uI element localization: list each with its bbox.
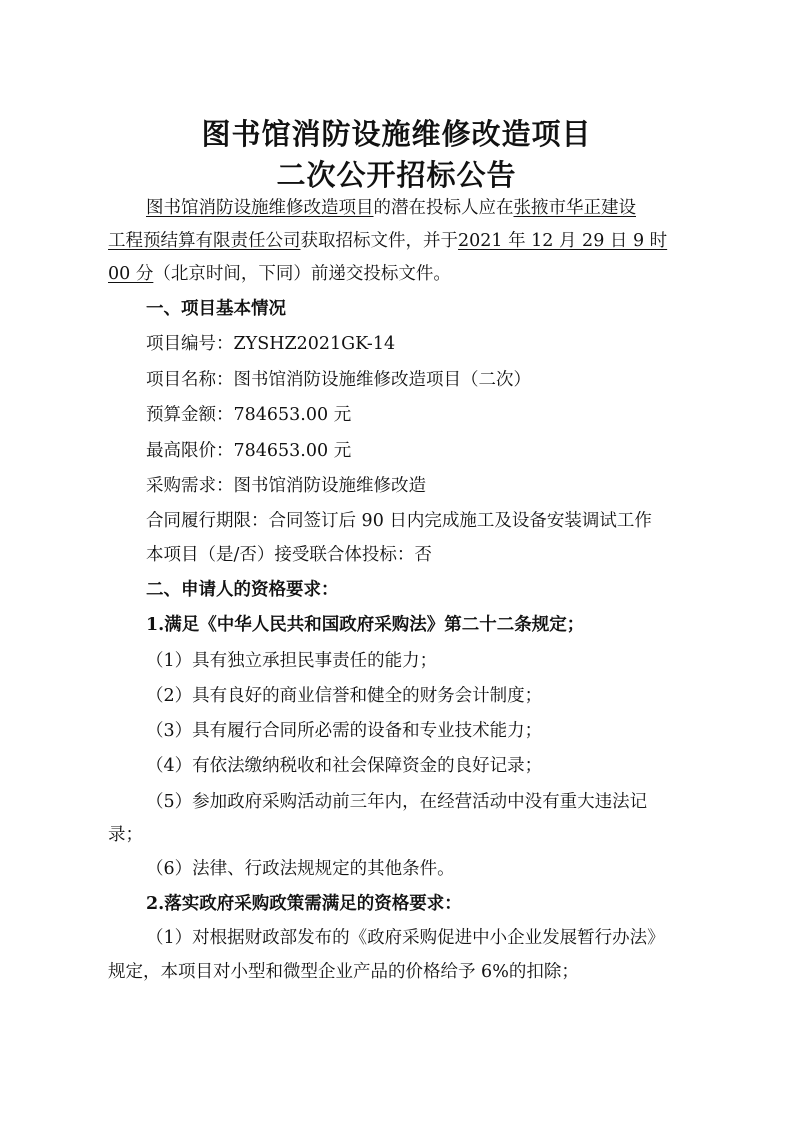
condition-5-line-2: 录； <box>108 825 143 845</box>
contract-period: 合同履行期限：合同签订后 90 日内完成施工及设备安装调试工作 <box>146 511 652 531</box>
section-2-heading: 二、申请人的资格要求： <box>146 580 339 600</box>
intro-text-a: 的潜在投标人应在 <box>373 198 514 218</box>
budget-amount: 预算金额：784653.00 元 <box>146 405 352 425</box>
project-number: 项目编号：ZYSHZ2021GK-14 <box>146 334 396 354</box>
max-price: 最高限价：784653.00 元 <box>146 441 352 461</box>
procurement-requirement: 采购需求：图书馆消防设施维修改造 <box>146 476 426 496</box>
agency-name-part-2: 工程预结算有限责任公司 <box>108 231 301 251</box>
policy-line-2: 规定，本项目对小型和微型企业产品的价格给予 6%的扣除； <box>108 962 579 982</box>
agency-name-part-1: 张掖市华正建设 <box>513 198 636 218</box>
deadline-date: 2021 年 12 月 29 日 9 时 <box>458 231 668 251</box>
policy-line-1: （1）对根据财政部发布的《政府采购促进中小企业发展暂行办法》 <box>146 928 665 948</box>
document-title-line-2: 二次公开招标公告 <box>276 158 517 192</box>
intro-line-2 <box>108 229 667 253</box>
project-name-field: 项目名称：图书馆消防设施维修改造项目（二次） <box>146 370 531 390</box>
condition-5-line-1: （5）参加政府采购活动前三年内，在经营活动中没有重大违法记 <box>146 792 648 812</box>
project-name: 图书馆消防设施维修改造项目 <box>146 198 374 218</box>
intro-text-c: （北京时间，下同）前递交投标文件。 <box>153 264 451 284</box>
document-title-line-1: 图书馆消防设施维修改造项目 <box>201 117 592 151</box>
intro-text-b: 获取招标文件，并于 <box>300 231 458 251</box>
condition-1: （1）具有独立承担民事责任的能力； <box>146 651 438 671</box>
requirement-1-heading: 1.满足《中华人民共和国政府采购法》第二十二条规定； <box>146 615 585 635</box>
condition-3: （3）具有履行合同所必需的设备和专业技术能力； <box>146 721 543 741</box>
deadline-minutes: 00 分 <box>108 264 154 284</box>
condition-2: （2）具有良好的商业信誉和健全的财务会计制度； <box>146 686 543 706</box>
condition-6: （6）法律、行政法规规定的其他条件。 <box>146 859 455 879</box>
intro-line-3 <box>108 262 451 286</box>
condition-4: （4）有依法缴纳税收和社会保障资金的良好记录； <box>146 756 543 776</box>
consortium-bid: 本项目（是/否）接受联合体投标：否 <box>146 545 432 565</box>
requirement-2-heading: 2.落实政府采购政策需满足的资格要求： <box>146 894 462 914</box>
intro-line-1 <box>146 196 636 220</box>
section-1-heading: 一、项目基本情况 <box>146 299 286 319</box>
